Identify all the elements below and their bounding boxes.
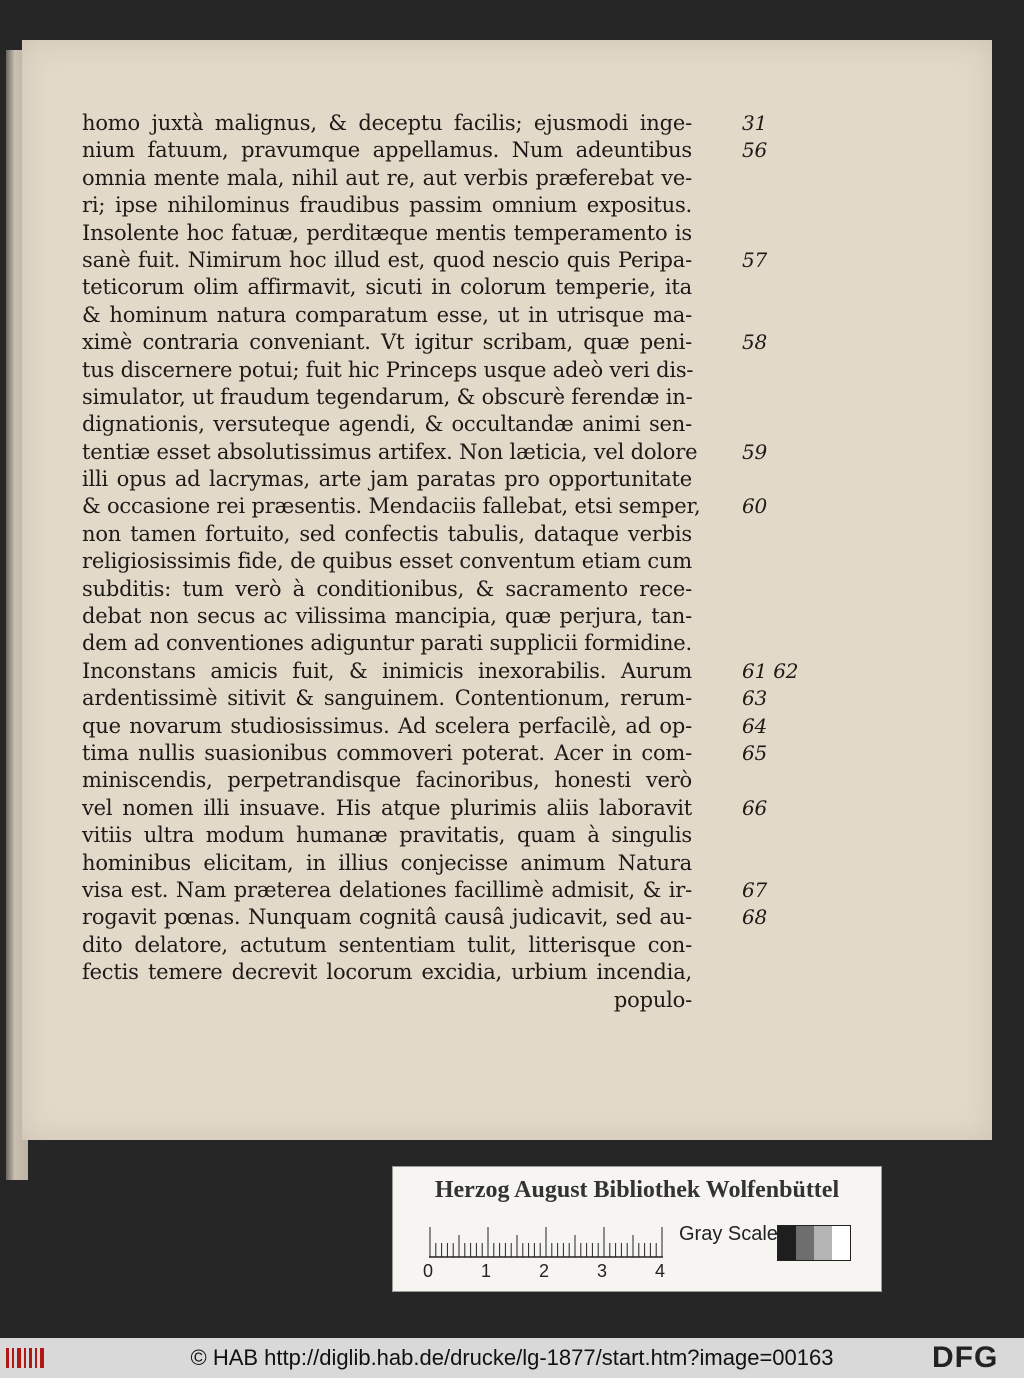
line-text: sanè fuit. Nimirum hoc illud est, quod nescio quis Peripa-	[82, 247, 692, 272]
line-text: populo-	[613, 987, 692, 1012]
line-text: Insolente hoc fatuæ, perditæque mentis temperamento is	[82, 220, 692, 245]
line-text: miniscendis, perpetrandisque facinoribus, honesti verò	[82, 768, 692, 793]
line-text: ardentissimè sitivit & sanguinem. Contentionum, rerum-	[82, 686, 692, 711]
line-text: ri; ipse nihilominus fraudibus passim omnium expositus.	[82, 193, 692, 218]
line-text: tima nullis suasionibus commoveri poterat. Acer in com-	[82, 740, 692, 765]
ruler-icon	[429, 1223, 663, 1259]
line-text: dignationis, versuteque agendi, & occultandæ animi sen-	[82, 412, 692, 437]
text-block	[82, 110, 799, 1014]
ruler-number: 3	[597, 1261, 608, 1281]
gray-swatch	[814, 1226, 832, 1260]
line-text: simulator, ut fraudum tegendarum, & obscurè ferendæ in-	[82, 384, 693, 409]
line-text: que novarum studiosissimus. Ad scelera perfacilè, ad op-	[82, 713, 692, 738]
line-text: nium fatuum, pravumque appellamus. Num adeuntibus	[82, 138, 692, 163]
line-text: vel nomen illi insuave. His atque plurimis aliis laboravit	[82, 795, 692, 820]
gray-swatch	[796, 1226, 814, 1260]
text-line	[82, 165, 692, 192]
ruler-number: 0	[423, 1261, 434, 1281]
line-text: omnia mente mala, nihil aut re, aut verbis præferebat ve-	[82, 165, 692, 190]
line-text: homo juxtà malignus, & deceptu facilis; ejusmodi inge-	[82, 111, 692, 135]
margin-number: 60	[742, 494, 768, 519]
text-line	[82, 247, 768, 274]
gray-swatch	[778, 1226, 796, 1260]
text-line	[82, 329, 768, 356]
text-line	[82, 548, 692, 575]
text-line	[82, 658, 799, 685]
line-text: visa est. Nam præterea delationes facillimè admisit, & ir-	[82, 877, 692, 902]
text-line	[82, 685, 768, 712]
text-line	[82, 493, 768, 520]
margin-number: 66	[742, 795, 768, 820]
line-text: teticorum olim affirmavit, sicuti in colorum temperie, ita	[82, 275, 692, 300]
text-line	[82, 603, 692, 630]
text-line	[82, 987, 692, 1014]
text-line	[82, 740, 768, 767]
text-line	[82, 767, 692, 794]
text-line	[82, 822, 692, 849]
line-text: Inconstans amicis fuit, & inimicis inexorabilis. Aurum	[82, 658, 692, 683]
text-line	[82, 932, 692, 959]
text-line	[82, 411, 692, 438]
text-line	[82, 713, 768, 740]
line-text: vitiis ultra modum humanæ pravitatis, quam à singulis	[82, 823, 692, 848]
text-line	[82, 220, 692, 247]
line-text: dem ad conventiones adiguntur parati supplicii formidine.	[82, 631, 692, 656]
line-text: & hominum natura comparatum esse, ut in utrisque ma-	[82, 302, 692, 327]
margin-number: 61 62	[742, 658, 799, 683]
text-line	[82, 576, 692, 603]
margin-number: 64	[742, 713, 768, 738]
margin-number: 63	[742, 686, 768, 711]
line-text: religiosissimis fide, de quibus esset conventum etiam cum	[82, 549, 692, 574]
text-line	[82, 630, 692, 657]
line-text: ximè contraria conveniant. Vt igitur scribam, quæ peni-	[82, 330, 692, 355]
line-text: rogavit pœnas. Nunquam cognitâ causâ judicavit, sed au-	[82, 905, 692, 930]
gray-scale-swatches	[777, 1225, 851, 1261]
text-line	[82, 274, 692, 301]
line-text: tus discernere potui; fuit hic Princeps usque adeò veri dis-	[82, 357, 694, 382]
text-line	[82, 384, 692, 411]
line-text: fectis temere decrevit locorum excidia, urbium incendia,	[82, 960, 692, 985]
footer-url: © HAB http://diglib.hab.de/drucke/lg-1877/start.htm?image=00163	[190, 1345, 834, 1370]
margin-number: 65	[742, 740, 768, 765]
margin-number: 67	[742, 877, 768, 902]
line-text: illi opus ad lacrymas, arte jam paratas pro opportunitate	[82, 467, 692, 492]
text-line	[82, 466, 692, 493]
line-text: debat non secus ac vilissima mancipia, quæ perjura, tan-	[82, 604, 692, 629]
dfg-logo: DFG	[932, 1341, 999, 1374]
text-line	[82, 877, 768, 904]
text-line	[82, 110, 768, 137]
line-text: & occasione rei præsentis. Mendaciis fallebat, etsi semper,	[82, 494, 701, 519]
line-text: subditis: tum verò à conditionibus, & sacramento rece-	[82, 576, 692, 601]
ruler-number: 2	[539, 1261, 550, 1281]
margin-number: 58	[742, 330, 768, 355]
margin-number: 31	[742, 111, 768, 135]
card-title: Herzog August Bibliothek Wolfenbüttel	[434, 1177, 840, 1203]
margin-number: 56	[742, 138, 768, 163]
text-line	[82, 850, 692, 877]
line-text: hominibus elicitam, in illius conjecisse animum Natura	[82, 850, 692, 875]
text-line	[82, 357, 692, 384]
line-text: non tamen fortuito, sed confectis tabulis, dataque verbis	[82, 521, 692, 546]
text-line	[82, 439, 768, 466]
text-line	[82, 795, 768, 822]
line-text: dito delatore, actutum sententiam tulit, litterisque con-	[82, 932, 692, 957]
margin-number: 57	[742, 247, 768, 272]
color-reference-card	[392, 1166, 882, 1292]
book-page	[22, 40, 992, 1140]
text-line	[82, 959, 692, 986]
gray-scale-label: Gray Scale	[679, 1223, 778, 1245]
ruler-number: 1	[481, 1261, 492, 1281]
text-line	[82, 192, 692, 219]
margin-number: 59	[742, 439, 768, 464]
text-line	[82, 302, 692, 329]
gray-swatch	[832, 1226, 850, 1260]
ruler-number: 4	[655, 1261, 666, 1281]
text-line	[82, 904, 768, 931]
margin-number: 68	[742, 905, 768, 930]
ruler-numbers	[423, 1261, 683, 1285]
text-line	[82, 137, 768, 164]
footer-bar	[0, 1338, 1024, 1378]
text-line	[82, 521, 692, 548]
line-text: tentiæ esset absolutissimus artifex. Non læticia, vel dolore	[82, 439, 698, 464]
